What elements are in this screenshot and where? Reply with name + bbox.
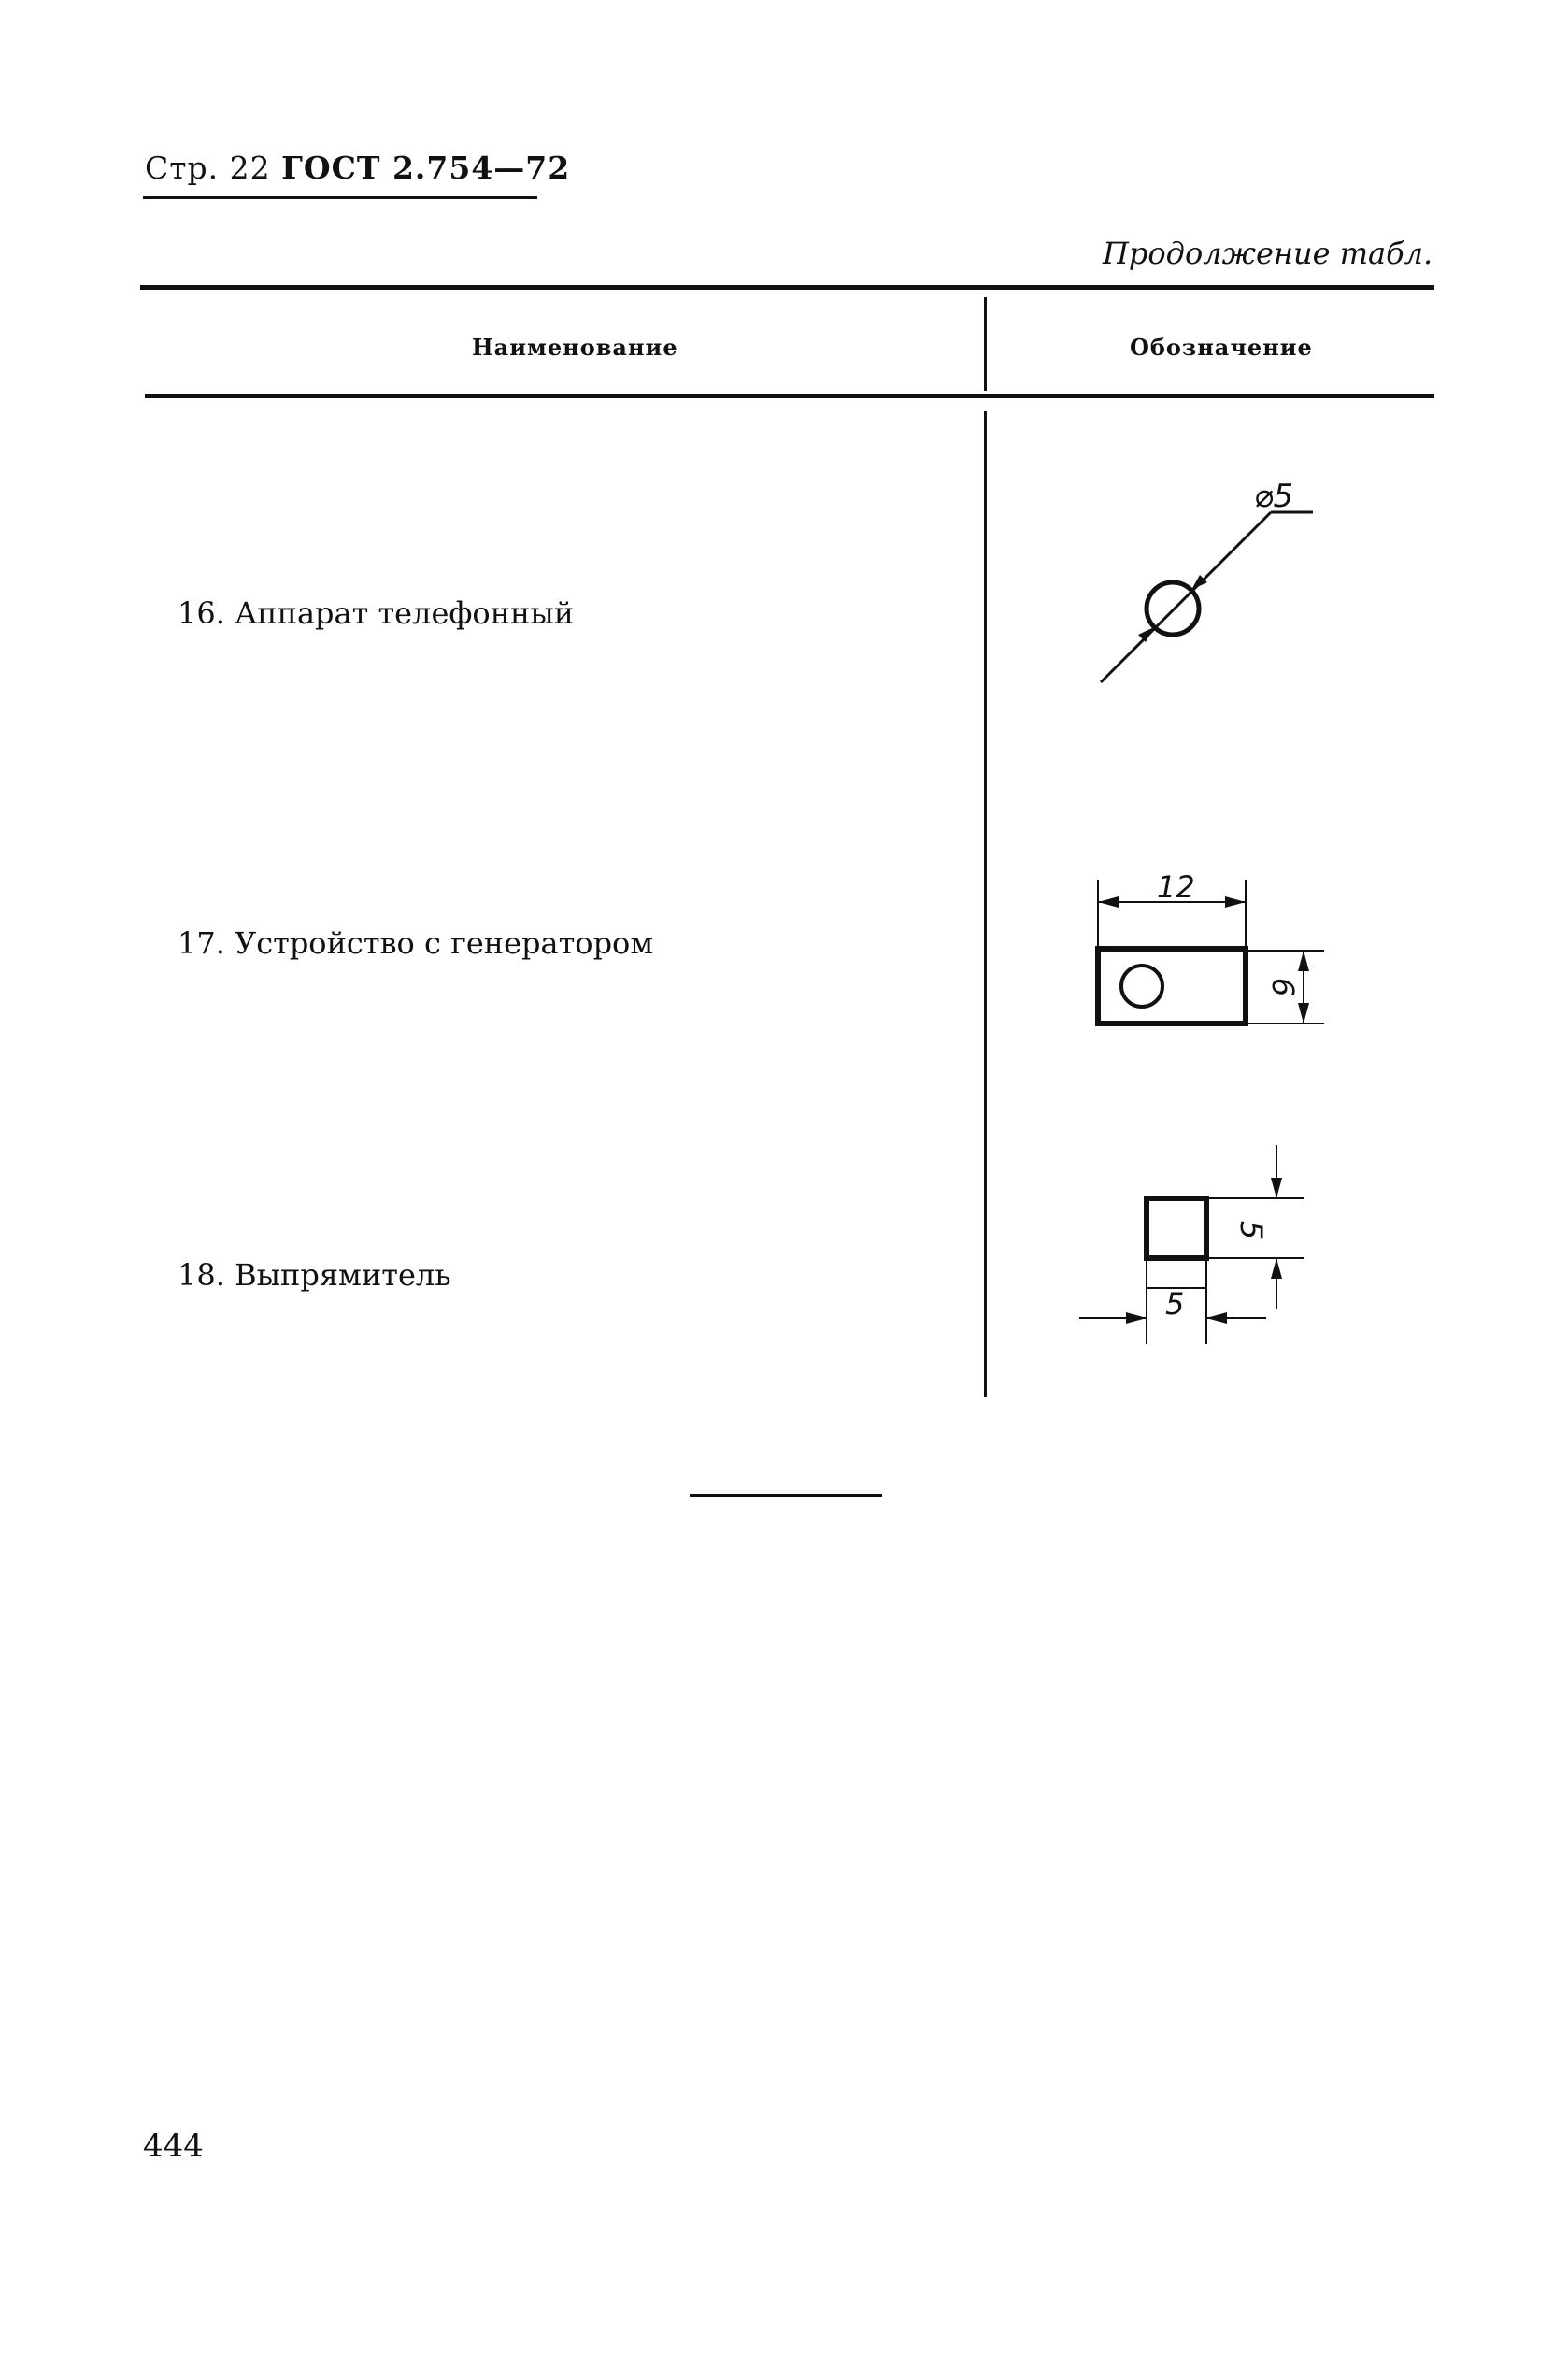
vertical-dimension-label: 5 bbox=[1233, 1220, 1269, 1240]
vertical-arrow-top bbox=[1271, 1178, 1282, 1198]
height-arrow-bottom bbox=[1298, 1003, 1309, 1024]
page-header bbox=[145, 150, 570, 186]
telephone-dimension-label: ⌀5 bbox=[1254, 478, 1294, 515]
width-arrow-right bbox=[1225, 896, 1246, 908]
horizontal-dimension-label: 5 bbox=[1165, 1286, 1185, 1322]
column-header-name: Наименование bbox=[472, 334, 678, 361]
header-underline bbox=[143, 196, 537, 199]
height-dimension-label: 6 bbox=[1265, 977, 1301, 997]
width-dimension-label: 12 bbox=[1157, 869, 1195, 905]
body-column-divider bbox=[984, 411, 987, 1397]
rectifier-symbol bbox=[1065, 1140, 1346, 1351]
end-rule bbox=[690, 1494, 882, 1497]
rectifier-square bbox=[1147, 1198, 1206, 1258]
horizontal-arrow-left bbox=[1126, 1312, 1147, 1324]
telephone-arrow-lower bbox=[1138, 627, 1154, 642]
width-arrow-left bbox=[1098, 896, 1119, 908]
column-header-symbol: Обозначение bbox=[1130, 334, 1313, 361]
generator-device-symbol bbox=[1084, 865, 1364, 1033]
page-number: 444 bbox=[143, 2127, 204, 2165]
page-prefix: Стр. 22 bbox=[145, 150, 271, 186]
table-top-rule bbox=[140, 285, 1434, 290]
horizontal-arrow-right bbox=[1206, 1312, 1227, 1324]
generator-circle bbox=[1121, 966, 1162, 1007]
row-label-18: 18. Выпрямитель bbox=[178, 1257, 451, 1293]
table-continuation-note: Продолжение табл. bbox=[1103, 236, 1433, 271]
header-column-divider bbox=[984, 297, 987, 391]
row-label-17: 17. Устройство с генератором bbox=[178, 925, 654, 961]
telephone-diameter-leader bbox=[1101, 512, 1271, 682]
height-arrow-top bbox=[1298, 951, 1309, 971]
standard-code: ГОСТ 2.754—72 bbox=[281, 150, 571, 186]
vertical-arrow-bottom bbox=[1271, 1258, 1282, 1279]
telephone-set-symbol bbox=[1084, 478, 1364, 701]
table-header-rule bbox=[145, 394, 1434, 398]
row-label-16: 16. Аппарат телефонный bbox=[178, 595, 575, 631]
